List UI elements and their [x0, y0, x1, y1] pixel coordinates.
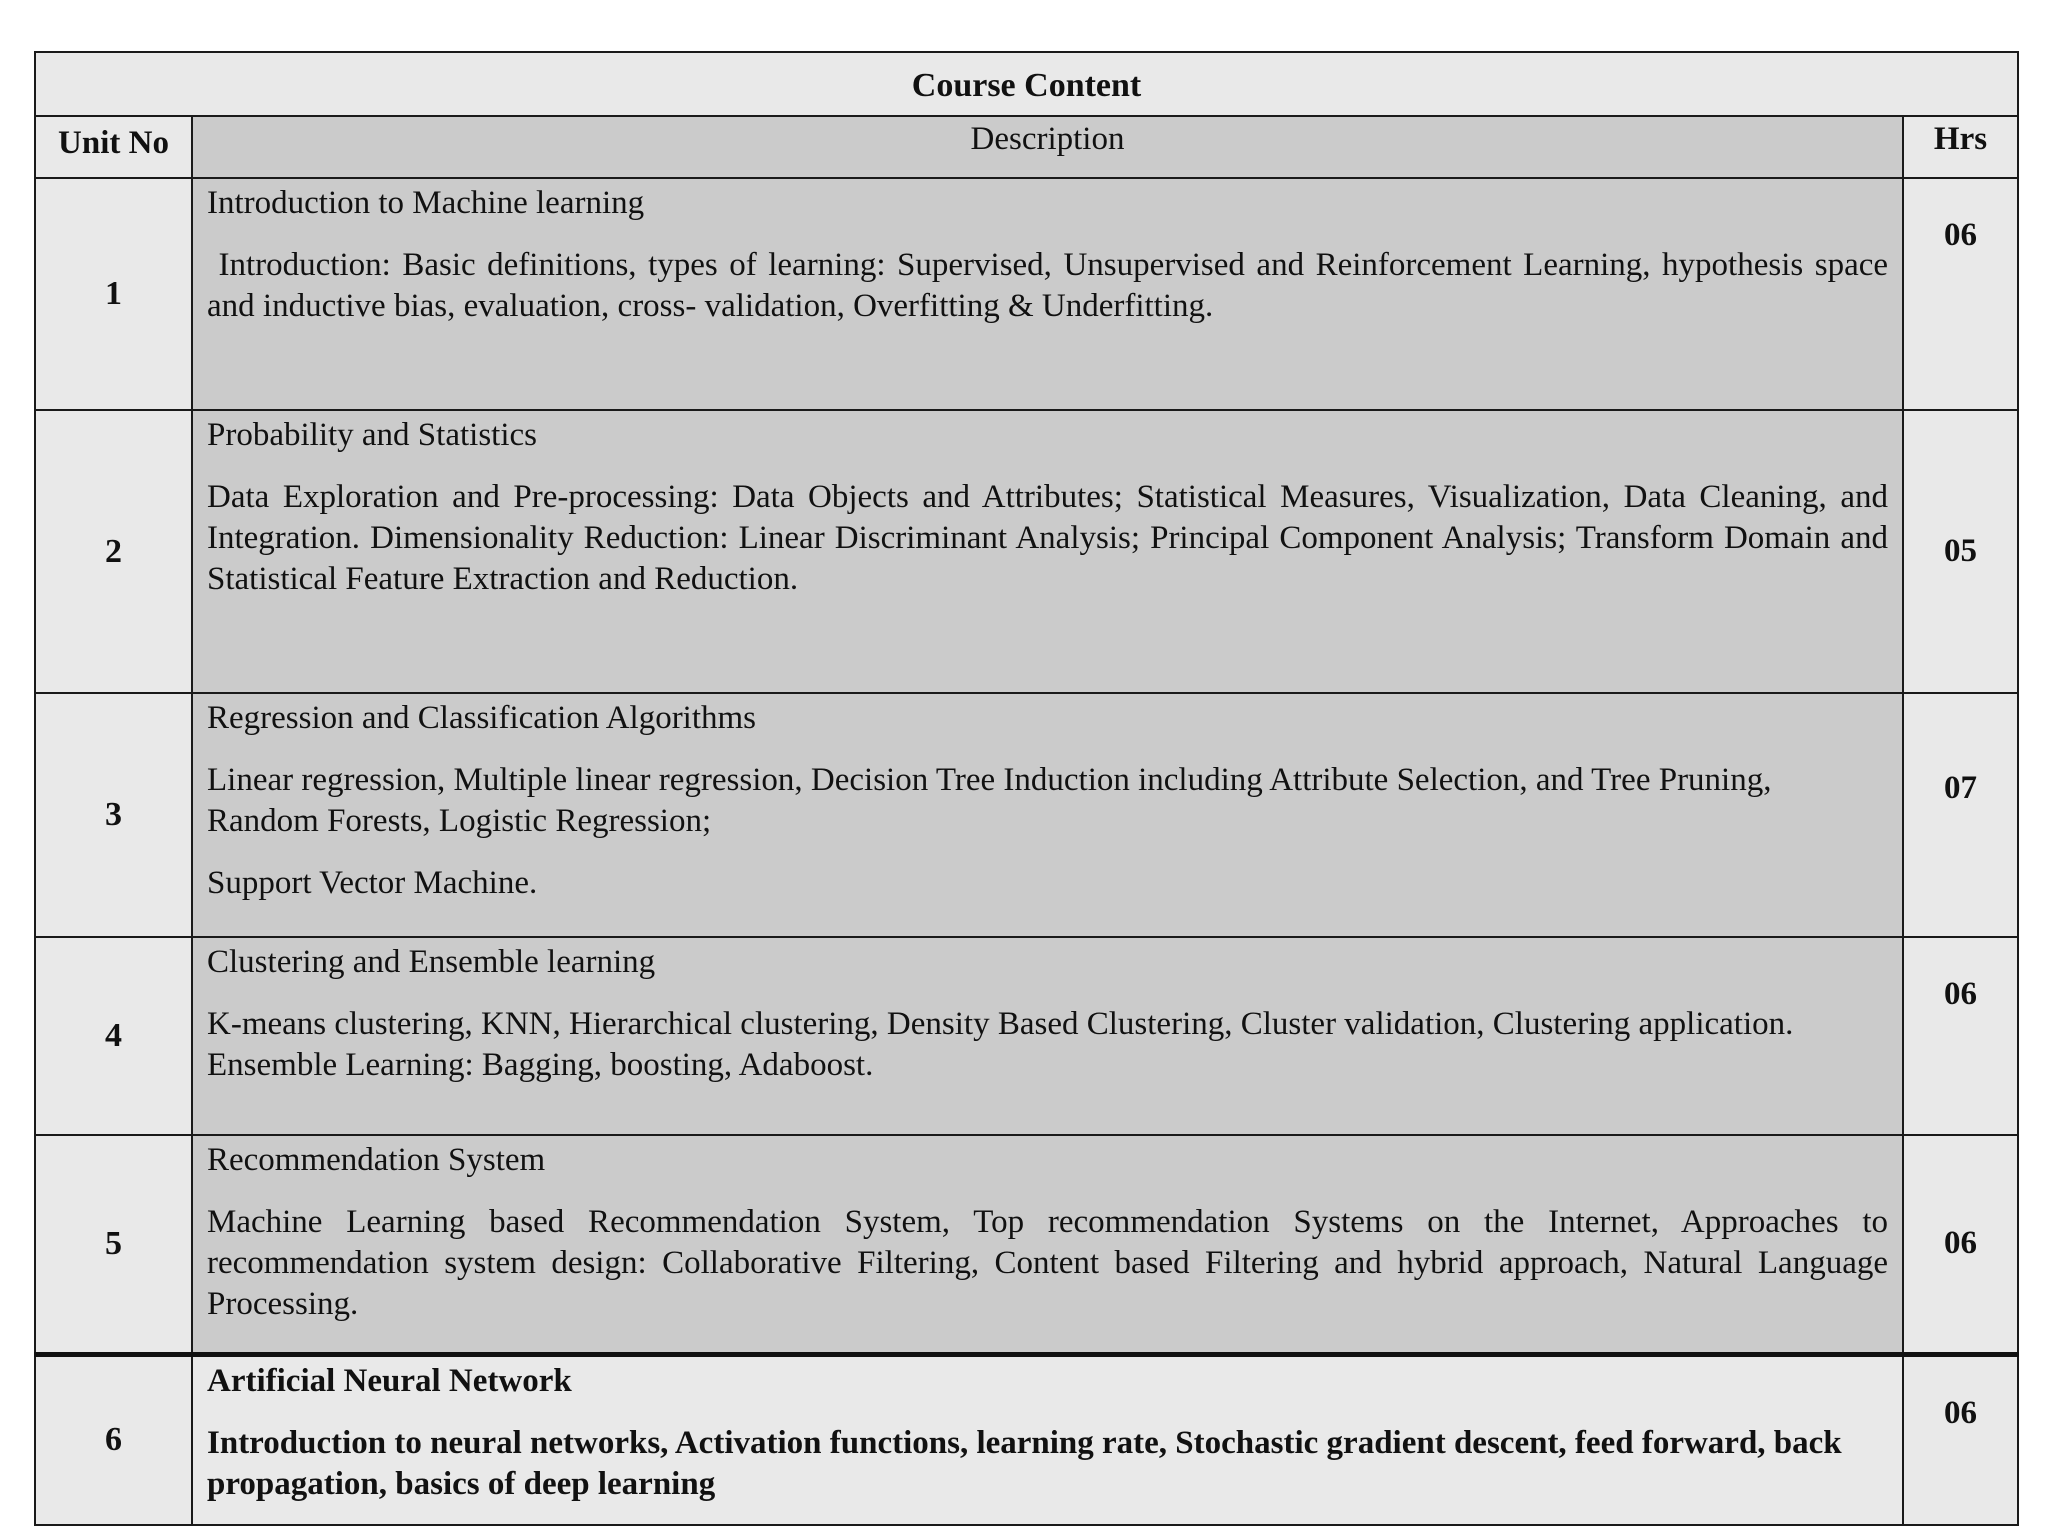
unit-title: Probability and Statistics [207, 417, 537, 453]
unit-title: Artificial Neural Network [207, 1362, 572, 1399]
unit-body: K-means clustering, KNN, Hierarchical clustering, Density Based Clustering, Cluster validation, Clustering application. Ensemble Learning: Bagging, boosting, Adaboost. [207, 1006, 1794, 1083]
unit-hours: 07 [1903, 693, 2018, 937]
unit-hours: 06 [1903, 1354, 2018, 1525]
unit-number: 1 [35, 178, 192, 410]
unit-description [192, 178, 1903, 410]
table-row [35, 410, 2018, 693]
unit-hours: 06 [1903, 1135, 2018, 1354]
unit-number: 2 [35, 410, 192, 693]
table-row [35, 178, 2018, 410]
header-unit-no: Unit No [35, 116, 192, 178]
header-description: Description [192, 116, 1903, 178]
table-title-row [35, 52, 2018, 116]
table-row [35, 1135, 2018, 1354]
unit-body: Linear regression, Multiple linear regression, Decision Tree Induction including Attribute Selection, and Tree Pruning, Random Forests, Logistic Regression; [207, 762, 1772, 839]
unit-title: Regression and Classification Algorithms [207, 700, 757, 736]
unit-title: Clustering and Ensemble learning [207, 944, 656, 980]
unit-description [192, 410, 1903, 693]
unit-body: Introduction: Basic definitions, types of learning: Supervised, Unsupervised and Reinforcement Learning, hypothesis space and inductive bias, evaluation, cross- validation, Overfitting & Underfitting. [207, 247, 1897, 324]
unit-description [192, 1135, 1903, 1354]
table-header-row [35, 116, 2018, 178]
unit-body: Machine Learning based Recommendation System, Top recommendation Systems on the Internet, Approaches to recommendation system design: Collaborative Filtering, Content based Filtering and hybrid approach, Natural Language Processing. [207, 1204, 1888, 1322]
header-hrs: Hrs [1903, 116, 2018, 178]
course-content-table [34, 51, 2019, 1526]
unit-number: 5 [35, 1135, 192, 1354]
table-row [35, 937, 2018, 1135]
unit-number: 3 [35, 693, 192, 937]
table-row [35, 693, 2018, 937]
unit-extra: Support Vector Machine. [207, 865, 538, 901]
unit-number: 6 [35, 1354, 192, 1525]
unit-description [192, 937, 1903, 1135]
unit-title: Recommendation System [207, 1142, 546, 1178]
unit-description [192, 1354, 1903, 1525]
unit-description [192, 693, 1903, 937]
unit-body: Introduction to neural networks, Activation functions, learning rate, Stochastic gradient descent, feed forward, back propagation, basics of deep learning [207, 1424, 1842, 1502]
unit-hours: 06 [1903, 178, 2018, 410]
table-row [35, 1354, 2018, 1525]
unit-title: Introduction to Machine learning [207, 185, 645, 221]
unit-number: 4 [35, 937, 192, 1135]
table-title: Course Content [35, 52, 2018, 116]
unit-hours: 05 [1903, 410, 2018, 693]
unit-hours: 06 [1903, 937, 2018, 1135]
unit-body: Data Exploration and Pre-processing: Data Objects and Attributes; Statistical Measures, Visualization, Data Cleaning, and Integration. Dimensionality Reduction: Linear Discriminant Analysis; Principal Component Analysis; Transform Domain and Statistical Feature Extraction and Reduction. [207, 479, 1888, 597]
